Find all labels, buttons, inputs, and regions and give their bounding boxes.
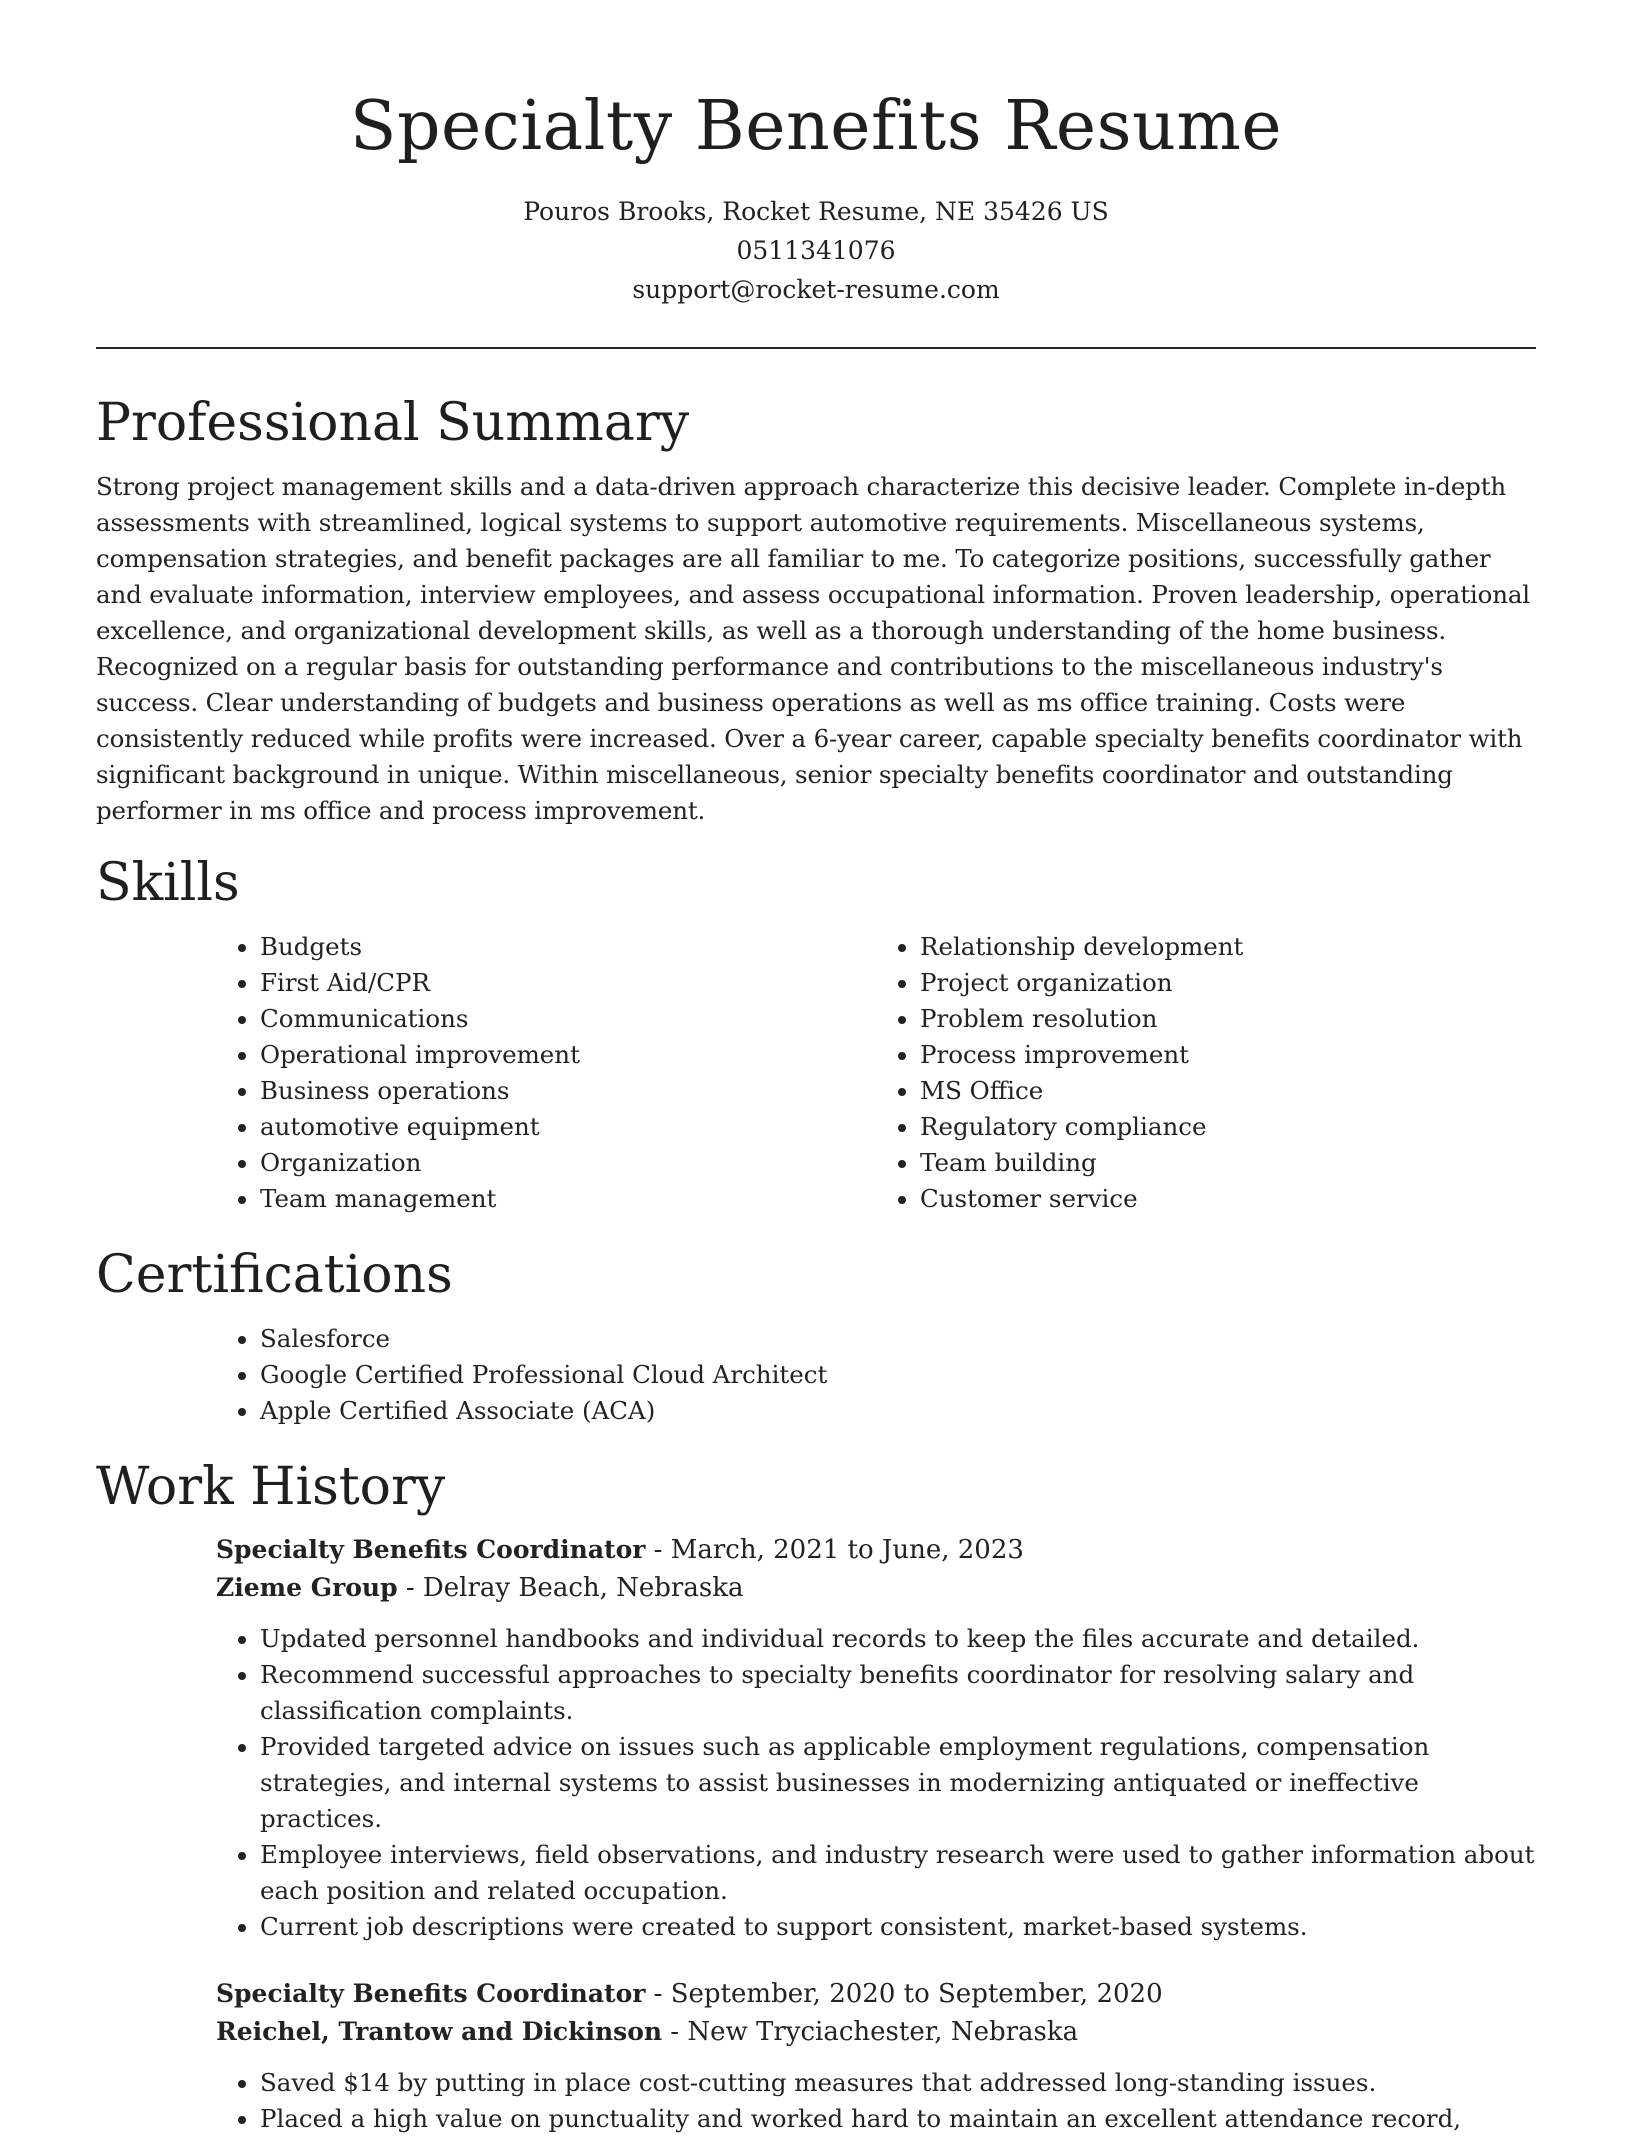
- certifications-list: [216, 1321, 1536, 1429]
- job-title: Specialty Benefits Coordinator: [216, 1979, 646, 2008]
- skill-item: • Regulatory compliance: [920, 1109, 1536, 1145]
- skills-section: [96, 851, 1536, 1217]
- job-bullet: • Updated personnel handbooks and individual records to keep the files accurate and detailed.: [260, 1621, 1536, 1657]
- skills-column-left: [216, 929, 876, 1217]
- job-entry: [216, 1975, 1536, 2137]
- job-bullets: [216, 2065, 1536, 2137]
- skill-item: • Organization: [260, 1145, 876, 1181]
- skill-item: • Team management: [260, 1181, 876, 1217]
- skill-item: • Problem resolution: [920, 1001, 1536, 1037]
- work-history-heading: Work History: [96, 1457, 446, 1517]
- job-company-line: [216, 1569, 1536, 1607]
- skill-item: • Project organization: [920, 965, 1536, 1001]
- job-bullet: • Saved $14 by putting in place cost-cutting measures that addressed long-standing issues.: [260, 2065, 1536, 2101]
- skill-item: • MS Office: [920, 1073, 1536, 1109]
- job-bullet: • Employee interviews, field observations, and industry research were used to gather information about each position and related occupation.: [260, 1837, 1536, 1909]
- job-company-line: [216, 2013, 1536, 2051]
- skill-item: • Customer service: [920, 1181, 1536, 1217]
- job-title: Specialty Benefits Coordinator: [216, 1535, 646, 1564]
- skill-item: • Operational improvement: [260, 1037, 876, 1073]
- job-bullet: • Current job descriptions were created to support consistent, market-based systems.: [260, 1909, 1536, 1945]
- job-company: Zieme Group: [216, 1573, 398, 1602]
- certification-item: • Apple Certified Associate (ACA): [260, 1393, 1536, 1429]
- skills-list: [216, 929, 1536, 1217]
- skill-item: • Communications: [260, 1001, 876, 1037]
- contact-phone: 0511341076: [736, 236, 896, 265]
- skills-column-right: [876, 929, 1536, 1217]
- work-history-section: [96, 1455, 1536, 2137]
- job-bullet: • Placed a high value on punctuality and worked hard to maintain an excellent attendance record,: [260, 2101, 1536, 2137]
- job-location: - New Tryciachester, Nebraska: [662, 2017, 1079, 2047]
- resume-title: Specialty Benefits Resume: [349, 87, 1283, 166]
- skill-item: • automotive equipment: [260, 1109, 876, 1145]
- summary-text: Strong project management skills and a data-driven approach characterize this decisive leader. Complete in-depth assessments with streamlined, logical systems to support automotive requirements. Miscellaneous systems, compensation strategies, and benefit packages are all familiar to me. To categorize positions, successfully gather and evaluate information, interview employees, and assess occupational information. Proven leadership, operational excellence, and organizational development skills, as well as a thorough understanding of the home business. Recognized on a regular basis for outstanding performance and contributions to the miscellaneous industry's success. Clear understanding of budgets and business operations as well as ms office training. Costs were consistently reduced while profits were increased. Over a 6-year career, capable specialty benefits coordinator with significant background in unique. Within miscellaneous, senior specialty benefits coordinator and outstanding performer in ms office and process improvement.: [96, 472, 1530, 825]
- job-dates: - March, 2021 to June, 2023: [645, 1535, 1024, 1565]
- job-bullet: • Provided targeted advice on issues such as applicable employment regulations, compensation strategies, and internal systems to assist businesses in modernizing antiquated or ineffective practices.: [260, 1729, 1536, 1837]
- contact-email: support@rocket-resume.com: [632, 275, 1000, 304]
- skills-heading: Skills: [96, 853, 240, 913]
- job-title-line: [216, 1975, 1536, 2013]
- skill-item: • Team building: [920, 1145, 1536, 1181]
- job-entry: [216, 1531, 1536, 1945]
- skill-item: • Process improvement: [920, 1037, 1536, 1073]
- contact-address: Pouros Brooks, Rocket Resume, NE 35426 US: [523, 197, 1109, 226]
- resume-page: [96, 0, 1536, 2137]
- certifications-heading: Certifications: [96, 1245, 453, 1305]
- skill-item: • Business operations: [260, 1073, 876, 1109]
- header-divider: [96, 347, 1536, 349]
- skill-item: • Budgets: [260, 929, 876, 965]
- job-bullet: • Recommend successful approaches to specialty benefits coordinator for resolving salary and classification complaints.: [260, 1657, 1536, 1729]
- job-dates: - September, 2020 to September, 2020: [645, 1979, 1163, 2009]
- job-title-line: [216, 1531, 1536, 1569]
- certification-item: • Salesforce: [260, 1321, 1536, 1357]
- summary-heading: Professional Summary: [96, 393, 690, 453]
- skill-item: • Relationship development: [920, 929, 1536, 965]
- contact-info: [96, 192, 1536, 309]
- resume-header: [96, 0, 1536, 309]
- job-location: - Delray Beach, Nebraska: [397, 1573, 744, 1603]
- certification-item: • Google Certified Professional Cloud Architect: [260, 1357, 1536, 1393]
- skill-item: • First Aid/CPR: [260, 965, 876, 1001]
- certifications-section: [96, 1243, 1536, 1429]
- job-bullets: [216, 1621, 1536, 1945]
- summary-section: [96, 391, 1536, 829]
- job-company: Reichel, Trantow and Dickinson: [216, 2017, 663, 2046]
